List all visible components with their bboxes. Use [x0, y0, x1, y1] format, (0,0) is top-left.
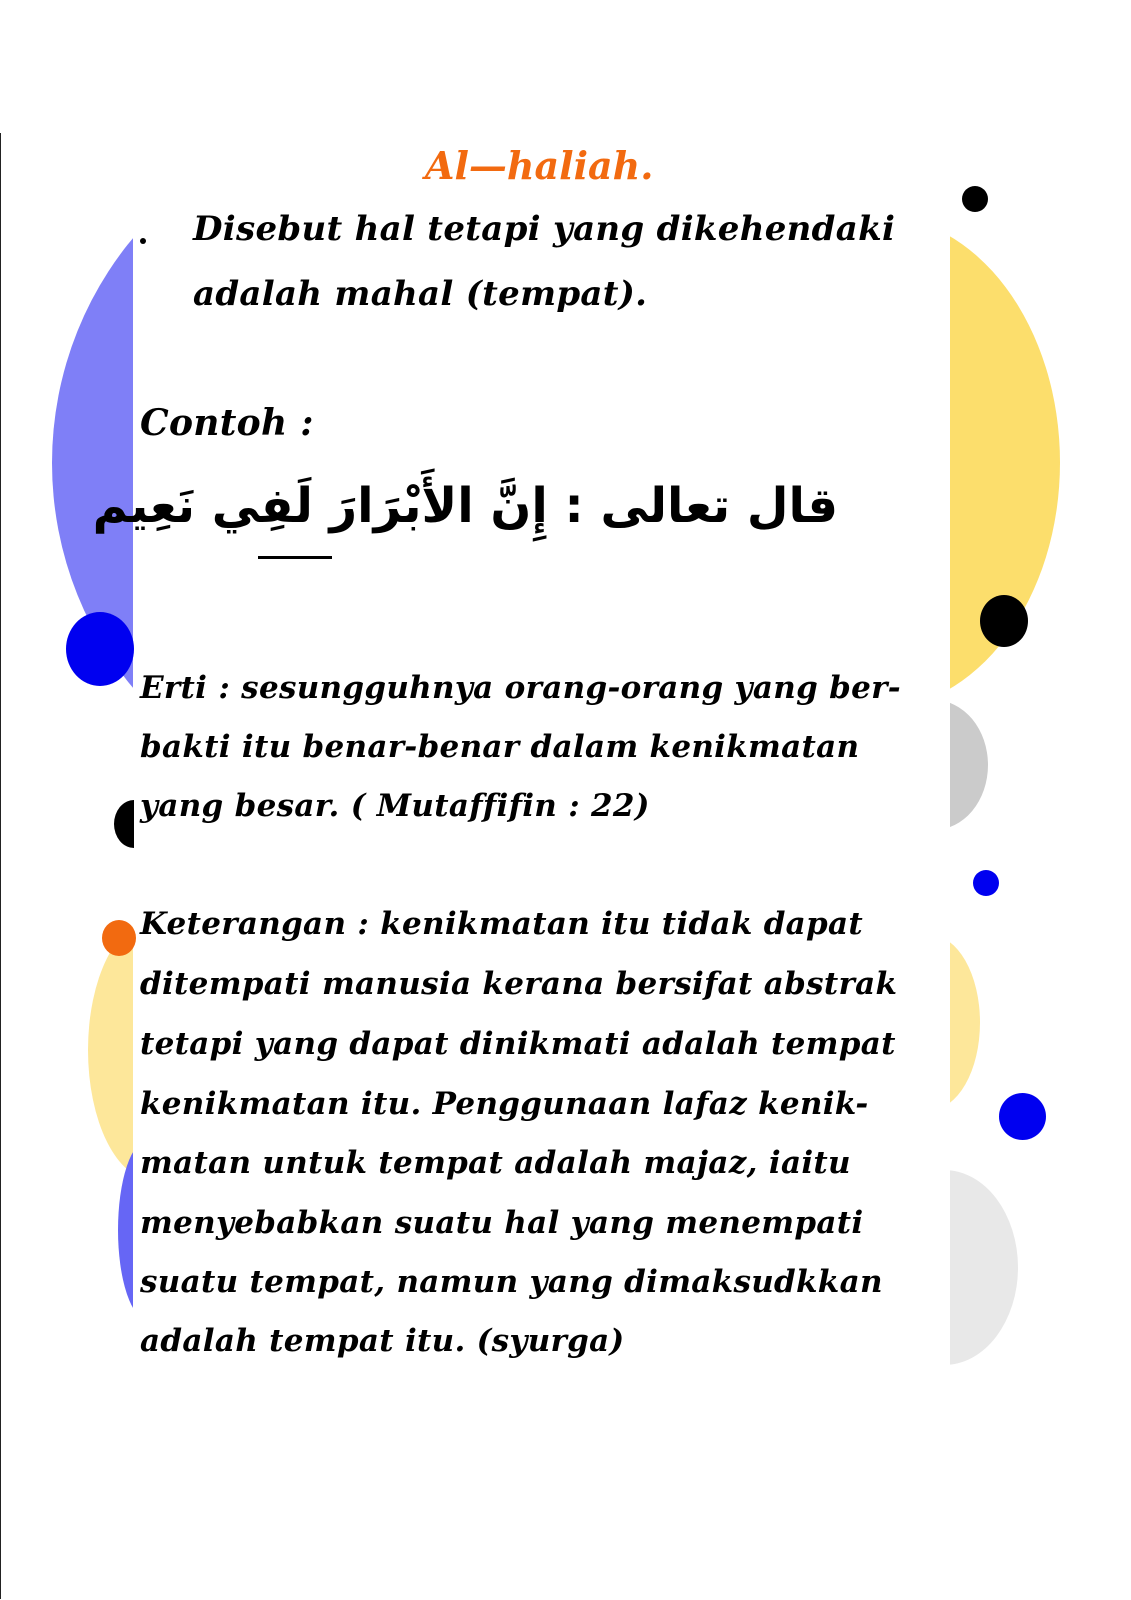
bullet-icon — [140, 238, 146, 244]
meaning-line-1: Erti : sesungguhnya orang-orang yang ber- — [140, 670, 901, 706]
meaning-line-2: bakti itu benar-benar dalam kenikmatan — [140, 729, 860, 765]
bullet-line-1: Disebut hal tetapi yang dikehendaki — [193, 209, 896, 249]
explanation-line-2: ditempati manusia kerana bersifat abstrak — [140, 966, 898, 1002]
decor-blue-dot-left — [66, 612, 134, 686]
decor-black-dot-top-right — [962, 186, 988, 212]
decor-black-dot-right — [980, 595, 1028, 647]
meaning-line-3: yang besar. ( Mutaffifin : 22) — [140, 788, 650, 824]
explanation-line-6: menyebabkan suatu hal yang menempati — [140, 1205, 864, 1241]
decor-blue-dot-small-right — [973, 870, 999, 896]
bullet-line-2: adalah mahal (tempat). — [193, 274, 648, 314]
decor-orange-dot — [102, 920, 136, 956]
example-label: Contoh : — [140, 402, 314, 444]
explanation-line-1: Keterangan : kenikmatan itu tidak dapat — [140, 906, 864, 942]
page-title: Al—haliah. — [425, 143, 654, 188]
decor-blue-dot-right-lower — [999, 1093, 1046, 1140]
explanation-line-8: adalah tempat itu. (syurga) — [140, 1323, 625, 1359]
explanation-line-4: kenikmatan itu. Penggunaan lafaz kenik- — [140, 1086, 869, 1122]
explanation-line-3: tetapi yang dapat dinikmati adalah tempat — [140, 1026, 896, 1062]
top-mask — [0, 0, 1131, 133]
arabic-verse: قال تعالى : إِنَّ الأَبْرَارَ لَفِي نَعِيم — [92, 478, 838, 534]
explanation-line-5: matan untuk tempat adalah majaz, iaitu — [140, 1145, 851, 1181]
explanation-line-7: suatu tempat, namun yang dimaksudkkan — [140, 1264, 883, 1300]
arabic-underline — [258, 556, 332, 559]
